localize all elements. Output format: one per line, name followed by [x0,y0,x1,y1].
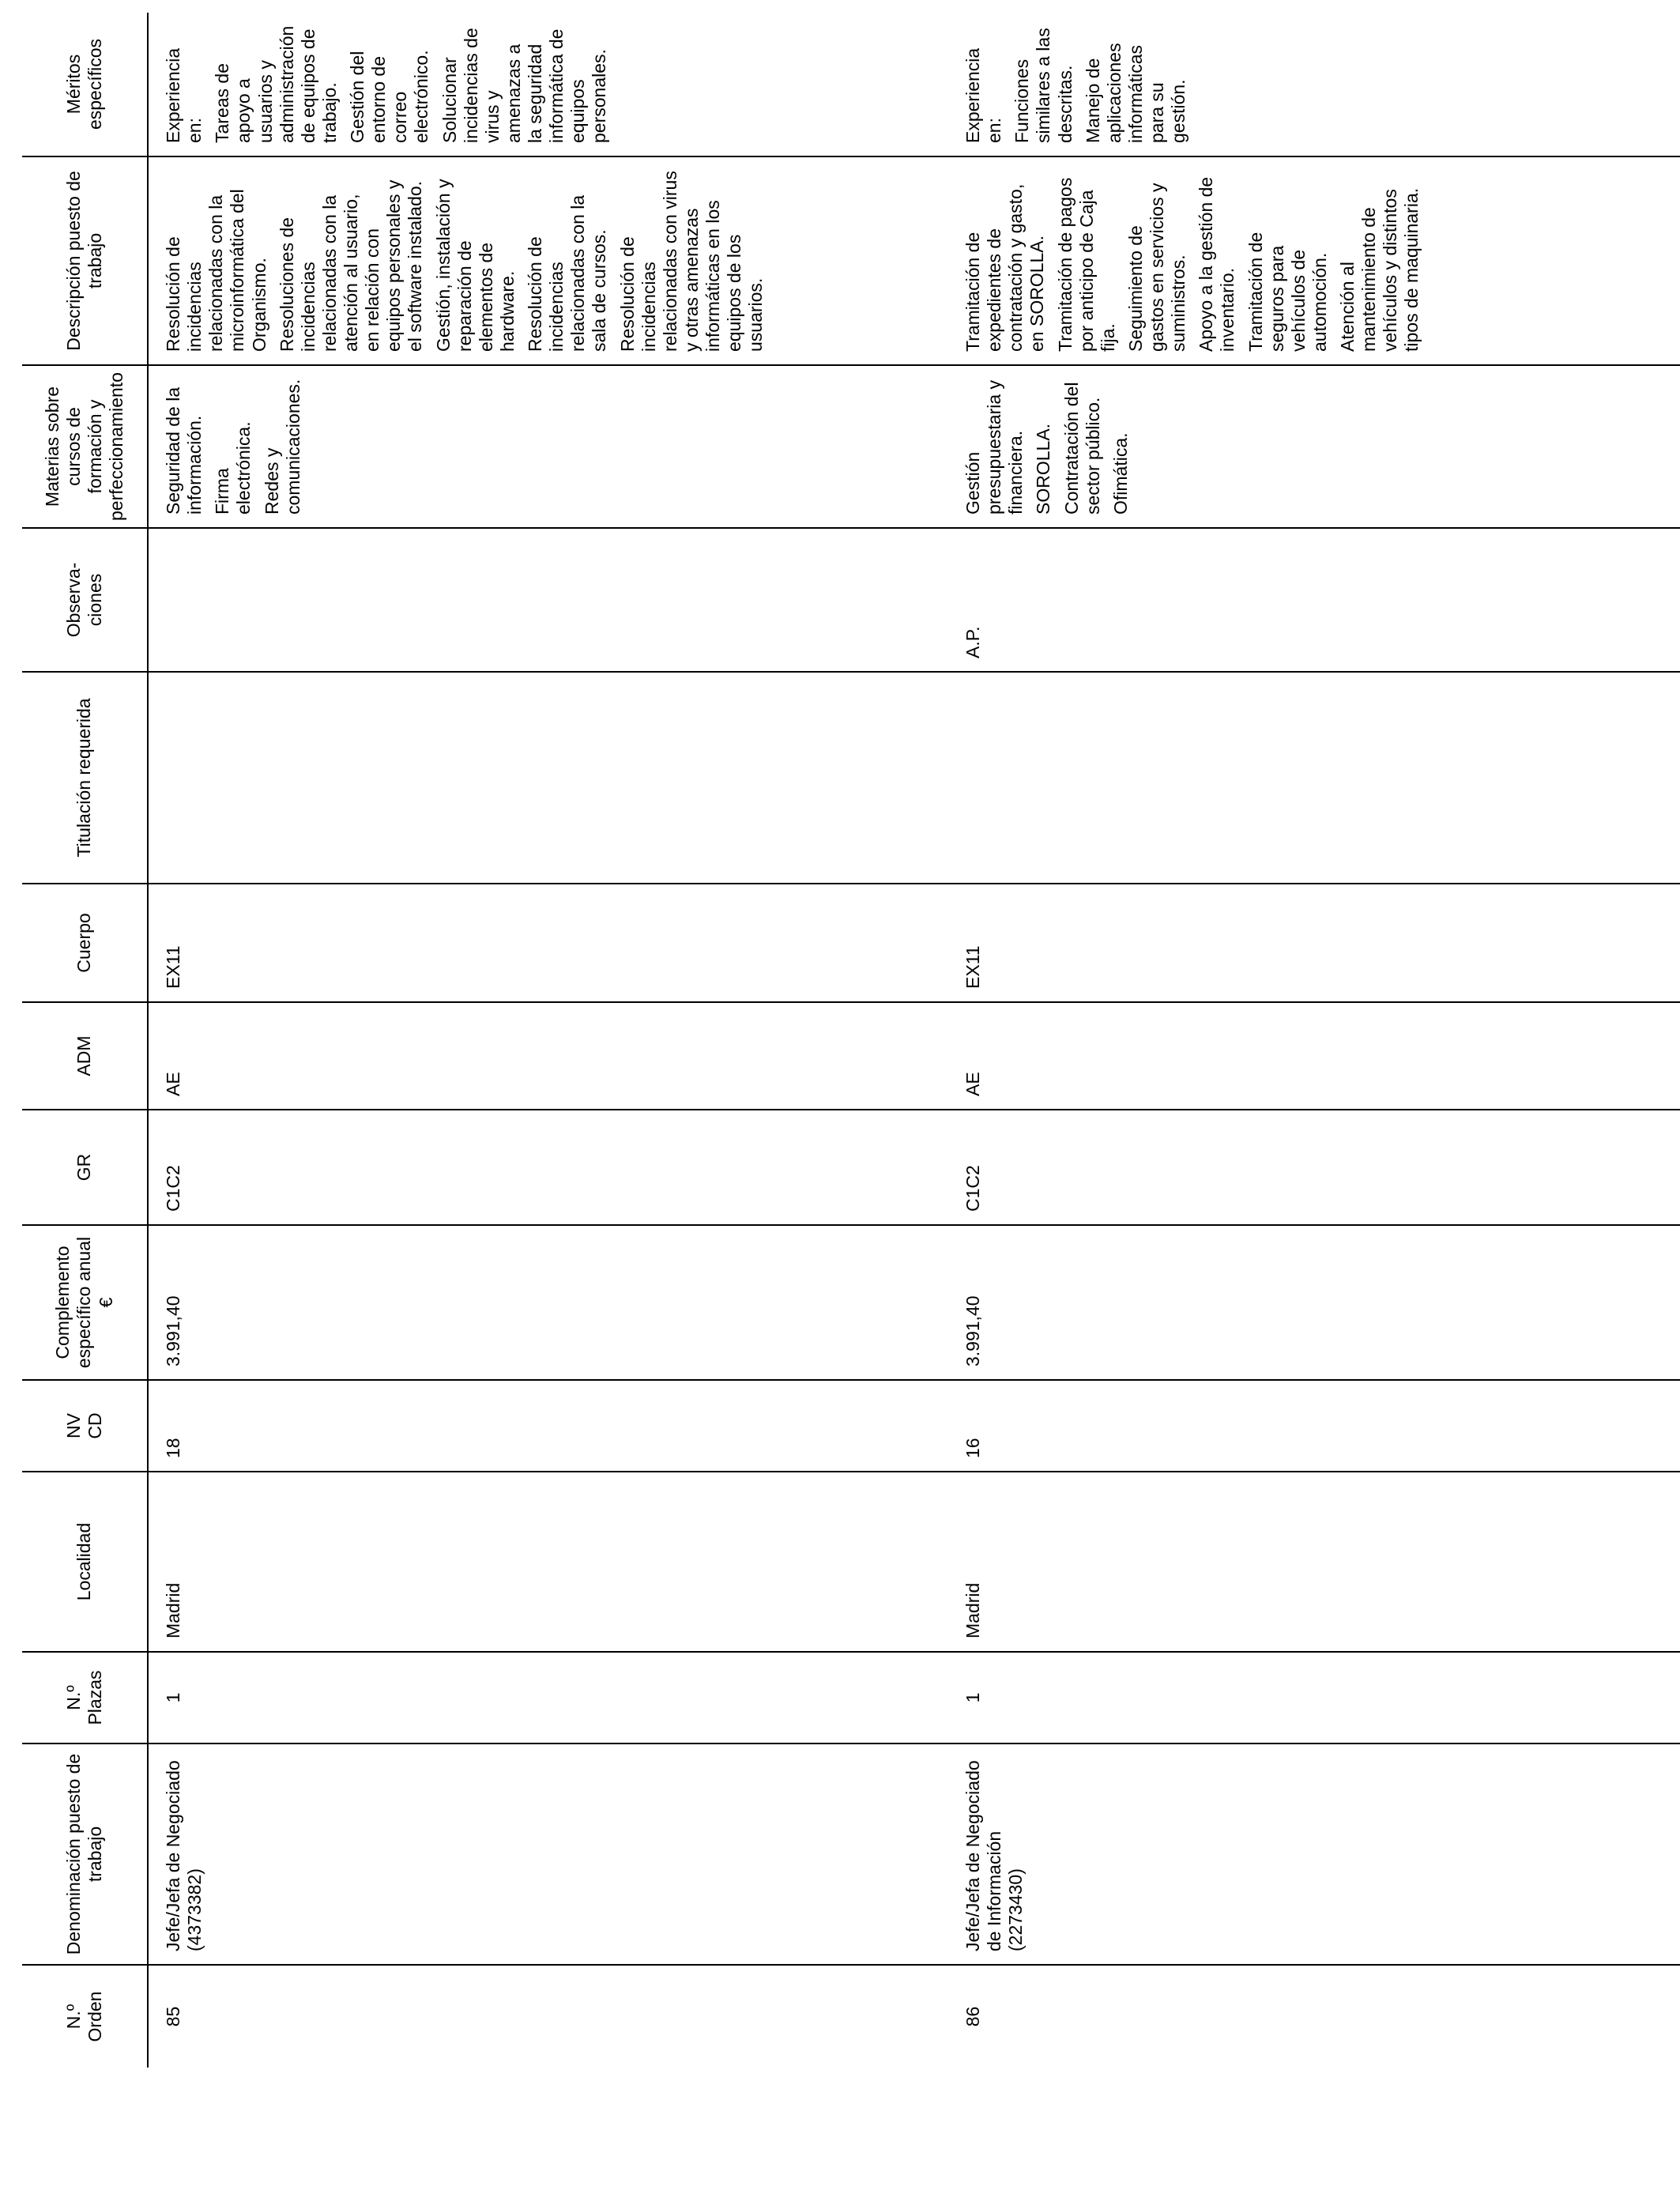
cell-materias [921,365,1680,528]
meritos-intro: Experiencia en: [962,47,1005,143]
cell-descripcion [921,156,1680,365]
cell-cuerpo: EX11 [921,884,1680,1002]
cell-cuerpo: EX11 [148,884,921,1002]
cell-plazas: 1 [921,1652,1680,1744]
merito-item: Gestión del entorno de correo electrónico. [347,50,432,143]
merito-item: Solucionar incidencias de virus y amenazas a la seguridad informática de equipos personales. [439,28,610,143]
descripcion-item: Resoluciones de incidencias relacionadas con la atención al usuario, en relación con equipos personales y el software instalado. [276,179,426,352]
header-row [22,13,148,2068]
cell-orden: 85 [163,2006,183,2027]
cell-denominacion: Jefe/Jefa de Negociado (4373382) [148,1744,921,1965]
cell-orden: 86 [962,2006,983,2027]
descripcion-item: Apoyo a la gestión de inventario. [1196,176,1238,352]
cell-complemento: 3.991,40 [921,1225,1680,1380]
header-denominacion: Denominación puesto de trabajo [22,1744,148,1965]
cell-materias [148,365,921,528]
header-cuerpo: Cuerpo [22,884,148,1002]
materia-item: Seguridad de la información. [163,386,205,515]
descripcion-item: Gestión, instalación y reparación de elementos de hardware. [432,179,518,352]
cell-meritos [921,13,1680,156]
header-meritos: Méritos específicos [22,13,148,156]
cell-localidad: Madrid [148,1472,921,1652]
table-row [148,13,921,2068]
header-orden: N.º Orden [22,1965,148,2068]
descripcion-item: Resolución de incidencias relacionadas con la microinformática del Organismo. [163,189,269,352]
cell-descripcion [148,156,921,365]
descripcion-item: Tramitación de pagos por anticipo de Caja fija. [1054,177,1118,352]
descripcion-item: Resolución de incidencias relacionadas con virus y otras amenazas informáticas en los equipos de los usuarios. [616,171,767,352]
header-adm: ADM [22,1002,148,1110]
cell-grupo: C1C2 [921,1110,1680,1225]
cell-grupo: C1C2 [148,1110,921,1225]
header-plazas: N.º Plazas [22,1652,148,1744]
header-localidad: Localidad [22,1472,148,1652]
merito-item: Tareas de apoyo a usuarios y administración de equipos de trabajo. [212,25,340,143]
cell-observaciones: A.P. [921,528,1680,672]
materia-item: SOROLLA. [1033,423,1054,515]
cell-nivel: 18 [148,1380,921,1472]
cell-nivel: 16 [921,1380,1680,1472]
cell-observaciones [148,528,921,672]
header-descripcion: Descripción puesto de trabajo [22,156,148,365]
merito-item: Funciones similares a las descritas. [1011,28,1075,143]
meritos-intro: Experiencia en: [163,47,205,143]
cell-meritos [148,13,921,156]
header-observaciones: Observa- ciones [22,528,148,672]
materia-item: Ofimática. [1109,432,1131,515]
cell-adm: AE [148,1002,921,1110]
descripcion-item: Tramitación de seguros para vehículos de automoción. [1245,232,1330,352]
cell-complemento: 3.991,40 [148,1225,921,1380]
descripcion-item: Tramitación de expedientes de contratación y gasto, en SOROLLA. [962,183,1048,352]
cell-adm: AE [921,1002,1680,1110]
materia-item: Firma electrónica. [212,421,254,515]
cell-localidad: Madrid [921,1472,1680,1652]
merito-item: Manejo de aplicaciones informáticas para su gestión. [1082,43,1189,143]
header-materias: Materias sobre cursos de formación y perfeccionamiento [22,365,148,528]
cell-denominacion: Jefe/Jefa de Negociado de Información (2273430) [921,1744,1680,1965]
materia-item: Gestión presupuestaria y financiera. [962,379,1026,515]
cell-titulacion [148,672,921,884]
header-complemento: Complemento específico anual € [22,1225,148,1380]
positions-table [22,13,1680,2068]
cell-titulacion [921,672,1680,884]
materia-item: Redes y comunicaciones. [261,379,303,515]
descripcion-item: Resolución de incidencias relacionadas con la sala de cursos. [525,194,610,352]
table-row [921,13,1680,2068]
cell-plazas: 1 [148,1652,921,1744]
header-titulacion: Titulación requerida [22,672,148,884]
descripcion-item: Seguimiento de gastos en servicios y suministros. [1124,183,1189,352]
descripcion-item: Atención al mantenimiento de vehículos y distintos tipos de maquinaria. [1337,187,1422,352]
header-grupo: GR [22,1110,148,1225]
materia-item: Contratación del sector público. [1060,382,1103,515]
header-nivel: NV CD [22,1380,148,1472]
